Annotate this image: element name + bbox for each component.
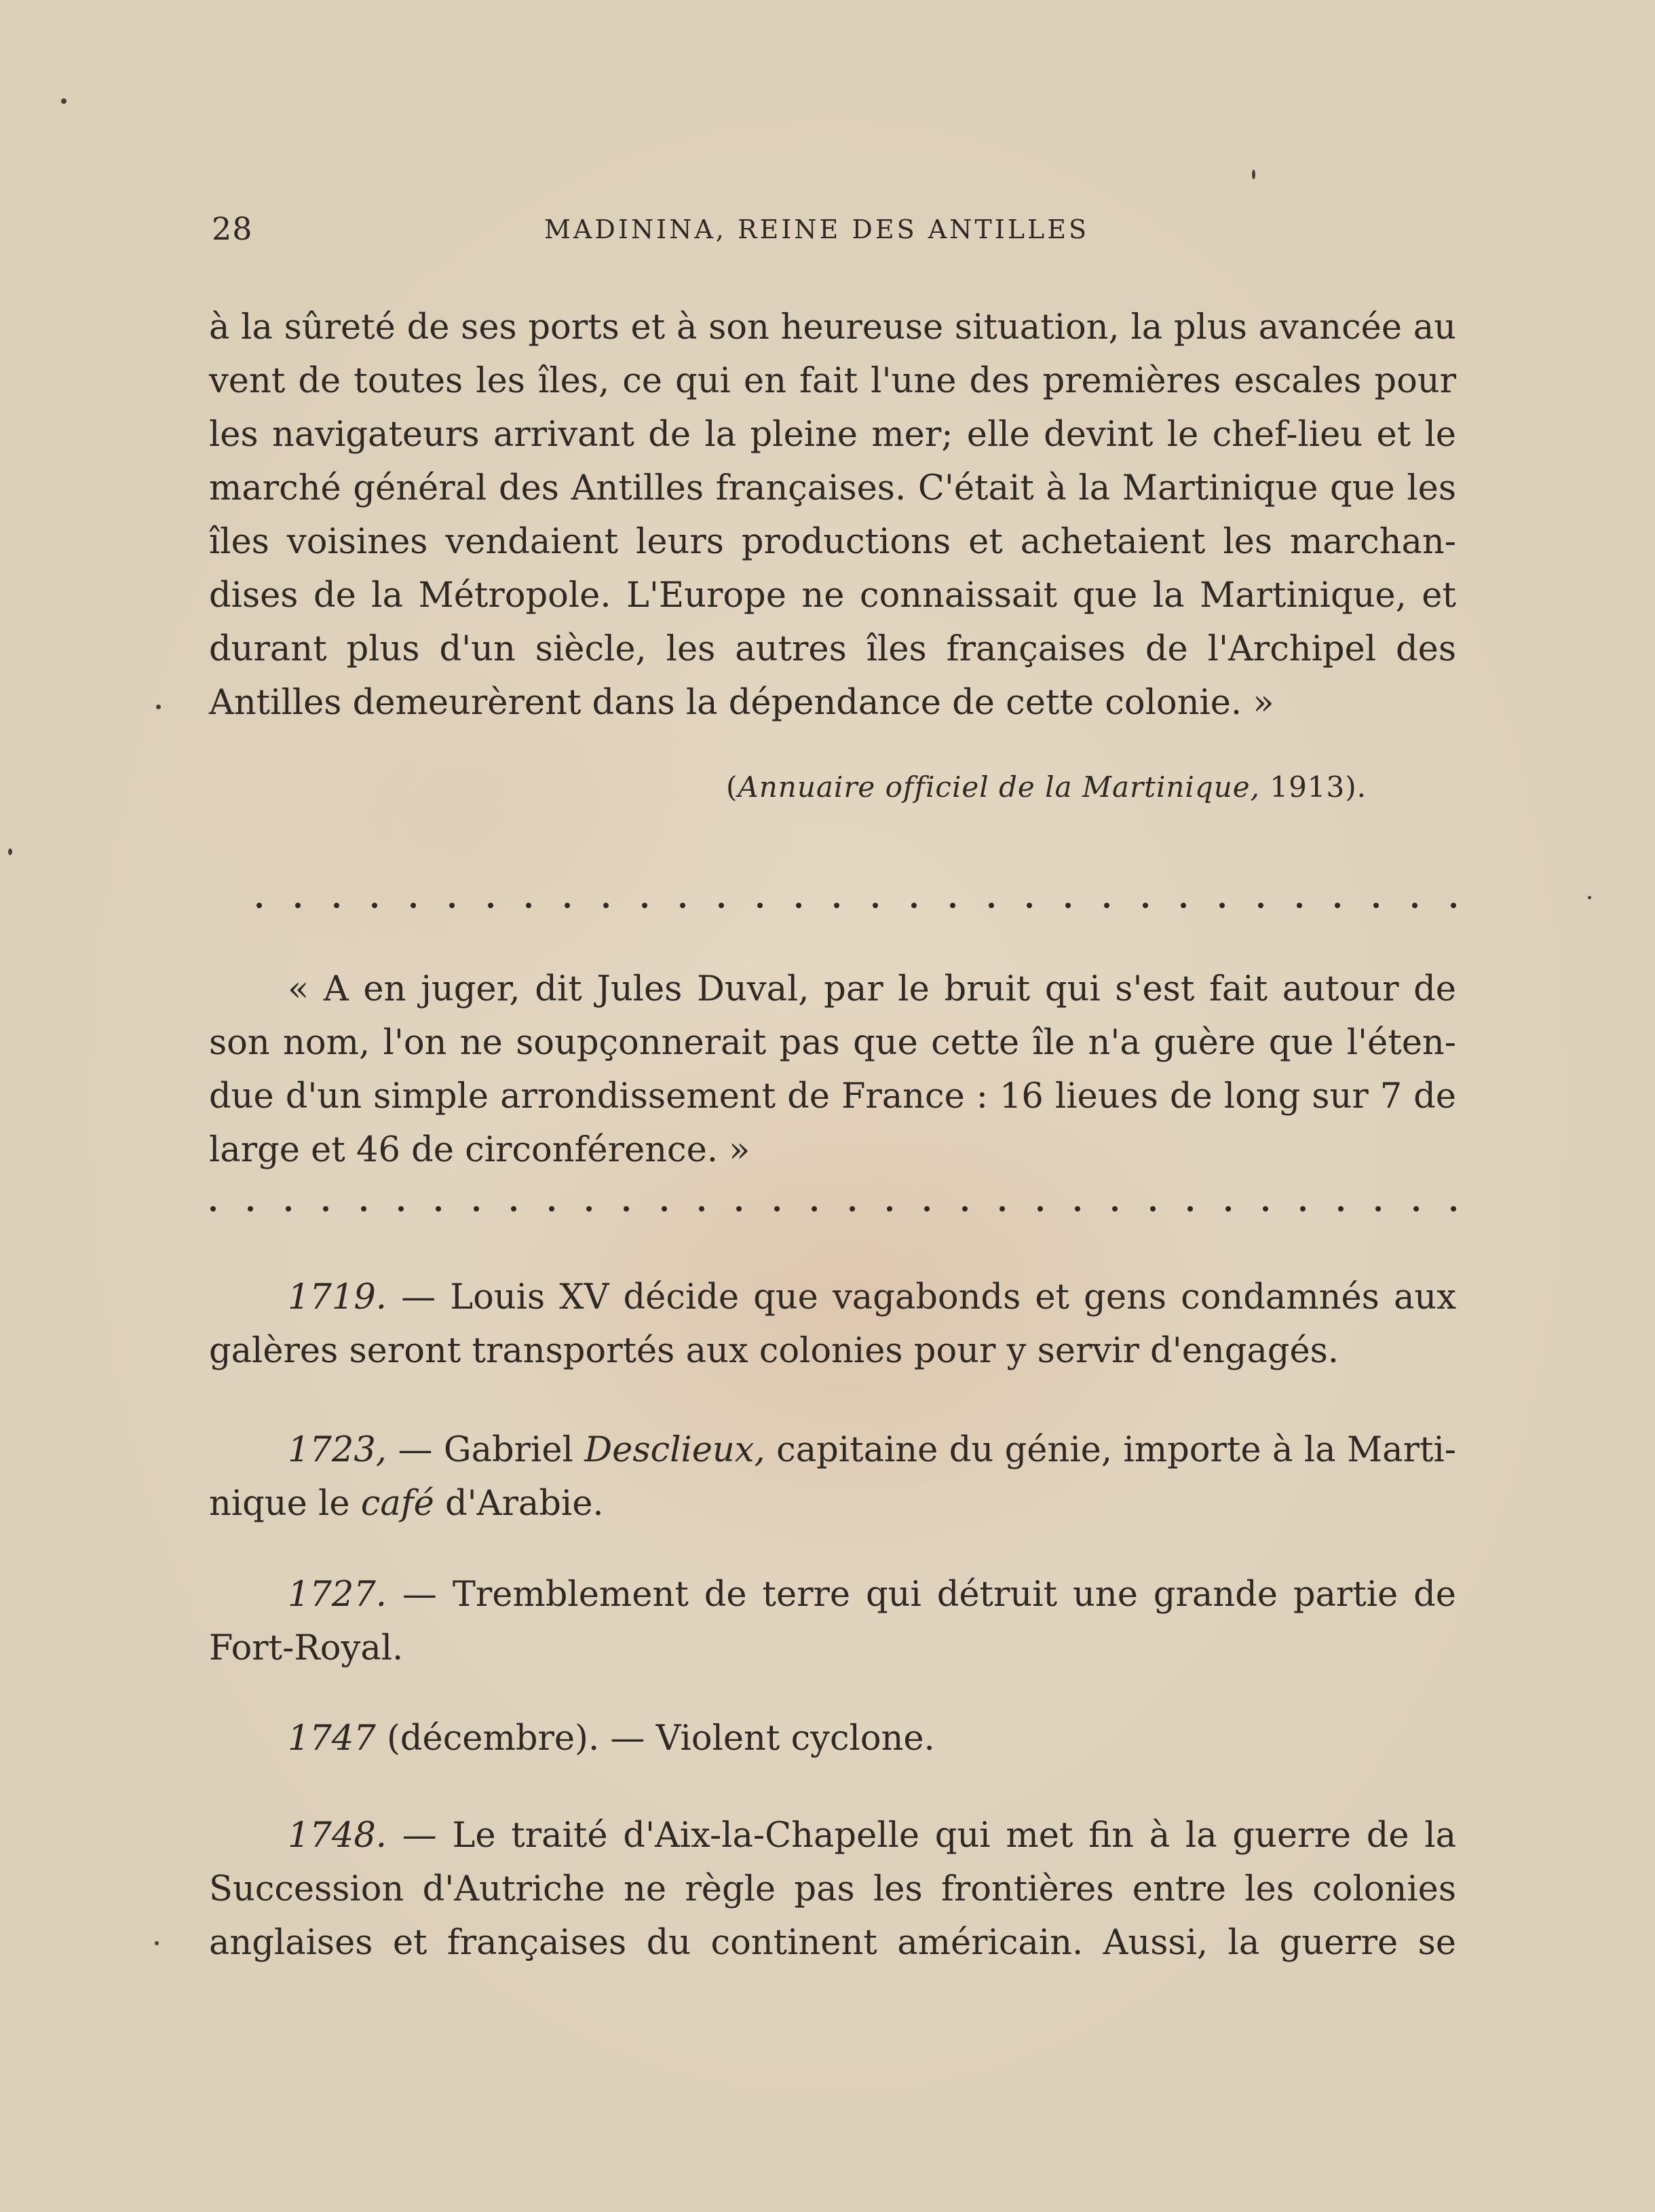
dot [1258,903,1263,908]
dot [1413,1206,1419,1212]
paper-speck [61,98,66,104]
paper-speck [155,1941,159,1945]
dot [398,1206,404,1212]
entry-1727 [209,1568,1456,1675]
entry-1748 [209,1809,1456,1970]
dot [1038,1206,1043,1212]
dot [1112,1206,1118,1212]
duval-quote-text: « A en juger, dit Jules Duval, par le bruit qui s'est fait autour de son nom, l'on ne soupçonnerait pas que cette île n'a guère que l'éten- due d'un simple arrondissement de France : 16 lieues de long sur 7 de large et 46 de circonférence. » [209,969,1456,1170]
dot [1181,903,1186,908]
dot [962,1206,968,1212]
entry-year: 1723, [288,1430,387,1470]
dot [1412,903,1418,908]
citation-year: 1913). [1260,770,1367,804]
entry-text: — Le traité d'Aix-la-Chapelle qui met fin à la guerre de la Succession d'Autriche ne règle pas les frontières entre les colonies anglaises et françaises du continent américain. Aussi, la guerre se [209,1816,1456,1963]
dot [757,903,763,908]
entry-text: — Gabriel [387,1430,585,1470]
entry-1719 [209,1271,1456,1378]
entry-item: café [360,1484,434,1524]
duval-quote [209,962,1456,1177]
dot [436,1206,441,1212]
dot [1065,903,1071,908]
dot [1225,1206,1231,1212]
citation-title: Annuaire officiel de la Martinique, [738,770,1261,804]
dot [1187,1206,1193,1212]
dot [248,1206,253,1212]
entry-year: 1747 [288,1719,376,1759]
entry-year: 1748. [288,1816,387,1856]
paper-speck [1588,896,1591,899]
dot [812,1206,817,1212]
citation-open: ( [726,770,738,804]
dot [1297,903,1302,908]
ellipsis-separator [256,903,1456,916]
dot [774,1206,780,1212]
dot [361,1206,366,1212]
dot [796,903,801,908]
dot [1451,903,1456,908]
entry-text: capitaine du génie, importe à la Marti- nique le [209,1430,1456,1524]
quote-continuation [209,301,1456,730]
dot [887,1206,892,1212]
paper-speck [156,705,161,709]
dot [924,1206,930,1212]
page-number: 28 [212,210,253,247]
dot [1338,1206,1344,1212]
dot [850,1206,855,1212]
dot [911,903,917,908]
dot [334,903,339,908]
dot [295,903,301,908]
citation [726,770,1367,804]
dot [699,1206,704,1212]
page-header [212,210,1453,251]
dot [1335,903,1340,908]
dot [834,903,839,908]
dot [1104,903,1109,908]
dot [662,1206,667,1212]
quote-continuation-text: à la sûreté de ses ports et à son heureuse situation, la plus avancée au vent de toutes les îles, ce qui en fait l'une des premières escales pour les navigateurs arrivant de la pleine mer; elle devint le chef-lieu et le marché général des Antilles françaises. C'était à la Martinique que les îles voisines vendaient leurs productions et achetaient les marchan- dises de la Métropole. L'Europe ne connaissait que la Martinique, et durant plus d'un siècle, les autres îles françaises de l'Archipel des Antilles demeurèrent dans la dépendance de cette colonie. » [209,307,1456,723]
entry-text: (décembre). — Violent cyclone. [375,1719,935,1759]
entry-1723 [209,1423,1456,1531]
dot [565,903,570,908]
dot [1075,1206,1080,1212]
dot [1027,903,1032,908]
dot [642,903,647,908]
dot [1373,903,1379,908]
dot [1150,1206,1156,1212]
dot [624,1206,629,1212]
dot [1143,903,1148,908]
entry-name: Desclieux, [584,1430,765,1470]
dot [474,1206,479,1212]
dot [1000,1206,1005,1212]
entry-text: d'Arabie. [434,1484,604,1524]
dot [1451,1206,1456,1212]
dot [680,903,685,908]
running-title: MADININA, REINE DES ANTILLES [544,214,1089,244]
entry-1747 [209,1712,1456,1765]
dot [1375,1206,1381,1212]
dot [210,1206,216,1212]
dot [603,903,609,908]
paper-speck [1252,170,1255,179]
dot [1263,1206,1268,1212]
dot [323,1206,328,1212]
dot [873,903,878,908]
dot [526,903,531,908]
dot [511,1206,516,1212]
dot [719,903,724,908]
dot [950,903,955,908]
dot [736,1206,742,1212]
entry-year: 1719. [288,1277,387,1317]
paper-speck [8,848,12,855]
dot [411,903,416,908]
dot [372,903,377,908]
entry-text: — Louis XV décide que vagabonds et gens condamnés aux galères seront transportés aux colonies pour y servir d'engagés. [209,1277,1456,1371]
entry-year: 1727. [288,1575,387,1615]
ellipsis-separator [210,1206,1456,1220]
entry-text: — Tremblement de terre qui détruit une grande partie de Fort-Royal. [209,1575,1456,1668]
dot [989,903,994,908]
dot [488,903,493,908]
dot [256,903,262,908]
dot [449,903,455,908]
dot [1300,1206,1306,1212]
dot [586,1206,592,1212]
dot [549,1206,554,1212]
dot [286,1206,291,1212]
dot [1219,903,1225,908]
